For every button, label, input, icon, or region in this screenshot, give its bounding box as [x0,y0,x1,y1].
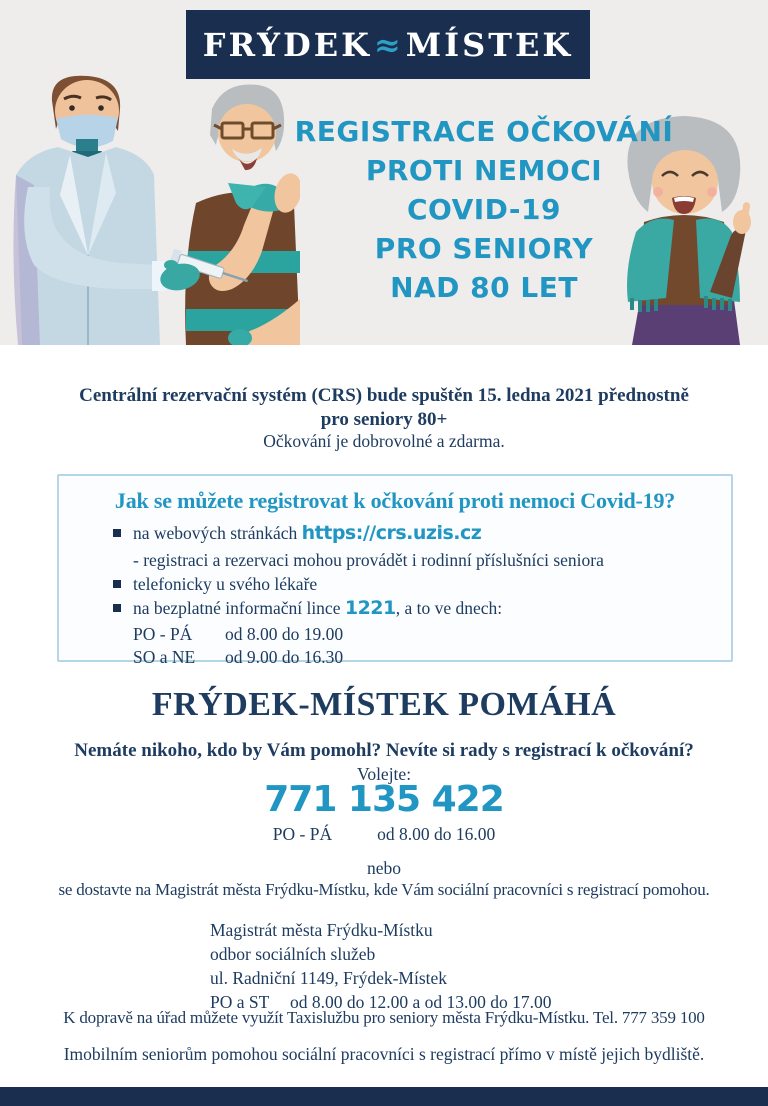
bullet-phone-doctor [113,573,317,595]
bullet-infoline-prefix: na bezplatné informační lince [133,598,345,618]
infoline-hours-row [133,646,343,668]
intro-heading-line1: Centrální rezervační systém (CRS) bude spuštěn 15. ledna 2021 přednostně [79,385,689,406]
bullet-phone-doctor-text: telefonicky u svého lékaře [133,574,318,594]
office-street: ul. Radniční 1149, Frýdek-Místek [210,968,448,988]
bullet-website-text [113,522,481,544]
registration-info-box [57,474,733,667]
crs-url-link[interactable]: https://crs.uzis.cz [301,522,482,544]
bullet-website-subnote: - registraci a rezervaci mohou provádět i rodinní příslušníci seniora [133,550,604,570]
help-phone-number: 771 135 422 [264,779,504,820]
bullet-website [113,522,481,544]
infoline-hours-time: od 8.00 do 19.00 [225,624,344,644]
bullet-infoline-suffix: , a to ve dnech: [395,598,503,618]
or-word: nebo [366,858,402,878]
help-phone-time: od 8.00 do 16.00 [377,824,496,844]
infoline-hours-time: od 9.00 do 16.30 [225,647,344,667]
infoline-number: 1221 [344,597,396,619]
info-box-title: Jak se můžete registrovat k očkování proti nemoci Covid-19? [114,488,676,513]
hero-title [200,112,768,307]
intro-heading-line2: pro seniory 80+ [320,409,448,430]
visit-instruction: se dostavte na Magistrát města Frýdku-Místku, kde Vám sociální pracovníci s registrací pomohou. [58,880,710,899]
logo-part1: FRÝDEK [202,25,372,64]
bullet-infoline [113,597,502,619]
help-phone-hours [0,824,768,845]
infoline-hours-days: SO a NE [133,647,196,667]
hero-title-line: COVID-19 [406,193,562,226]
immobile-seniors-note: Imobilním seniorům pomohou sociální pracovníci s registrací přímo v místě jejich bydliště. [63,1044,705,1064]
logo-wave-icon: ≈ [373,25,404,64]
help-phone-days: PO - PÁ [272,824,333,844]
office-hours-time: od 8.00 do 12.00 a od 13.00 do 17.00 [290,992,552,1012]
bullet-website-prefix: na webových stránkách [133,523,302,543]
help-question: Nemáte nikoho, kdo by Vám pomohl? Nevíte si rady s registrací k očkování? [74,740,694,761]
office-department: odbor sociálních služeb [210,944,376,964]
footer-bar [0,1087,768,1106]
bullet-square-icon [113,580,121,588]
bullet-infoline-text [113,597,502,619]
intro-note: Očkování je dobrovolné a zdarma. [263,431,505,451]
bullet-square-icon [113,604,121,612]
taxi-note: K dopravě na úřad můžete využít Taxislužbu pro seniory města Frýdku-Místku. Tel. 777 359 100 [63,1008,705,1027]
help-section-title: FRÝDEK-MÍSTEK POMÁHÁ [151,686,617,723]
hero-title-line: NAD 80 LET [390,271,578,304]
office-hours-days: PO a ST [210,992,270,1012]
hero-title-line: PROTI NEMOCI [365,154,603,187]
hero-title-line: PRO SENIORY [374,232,594,265]
office-address-block [210,918,552,1014]
infoline-hours-days: PO - PÁ [133,624,193,644]
bullet-square-icon [113,529,121,537]
header-banner [0,0,768,345]
call-label: Volejte: [356,764,412,784]
city-logo-text [203,26,573,64]
hero-title-line: REGISTRACE OČKOVÁNÍ [294,115,674,148]
infoline-hours-row [133,623,343,645]
city-logo [186,10,590,79]
office-name: Magistrát města Frýdku-Místku [210,920,433,940]
logo-part2: MÍSTEK [405,25,574,64]
